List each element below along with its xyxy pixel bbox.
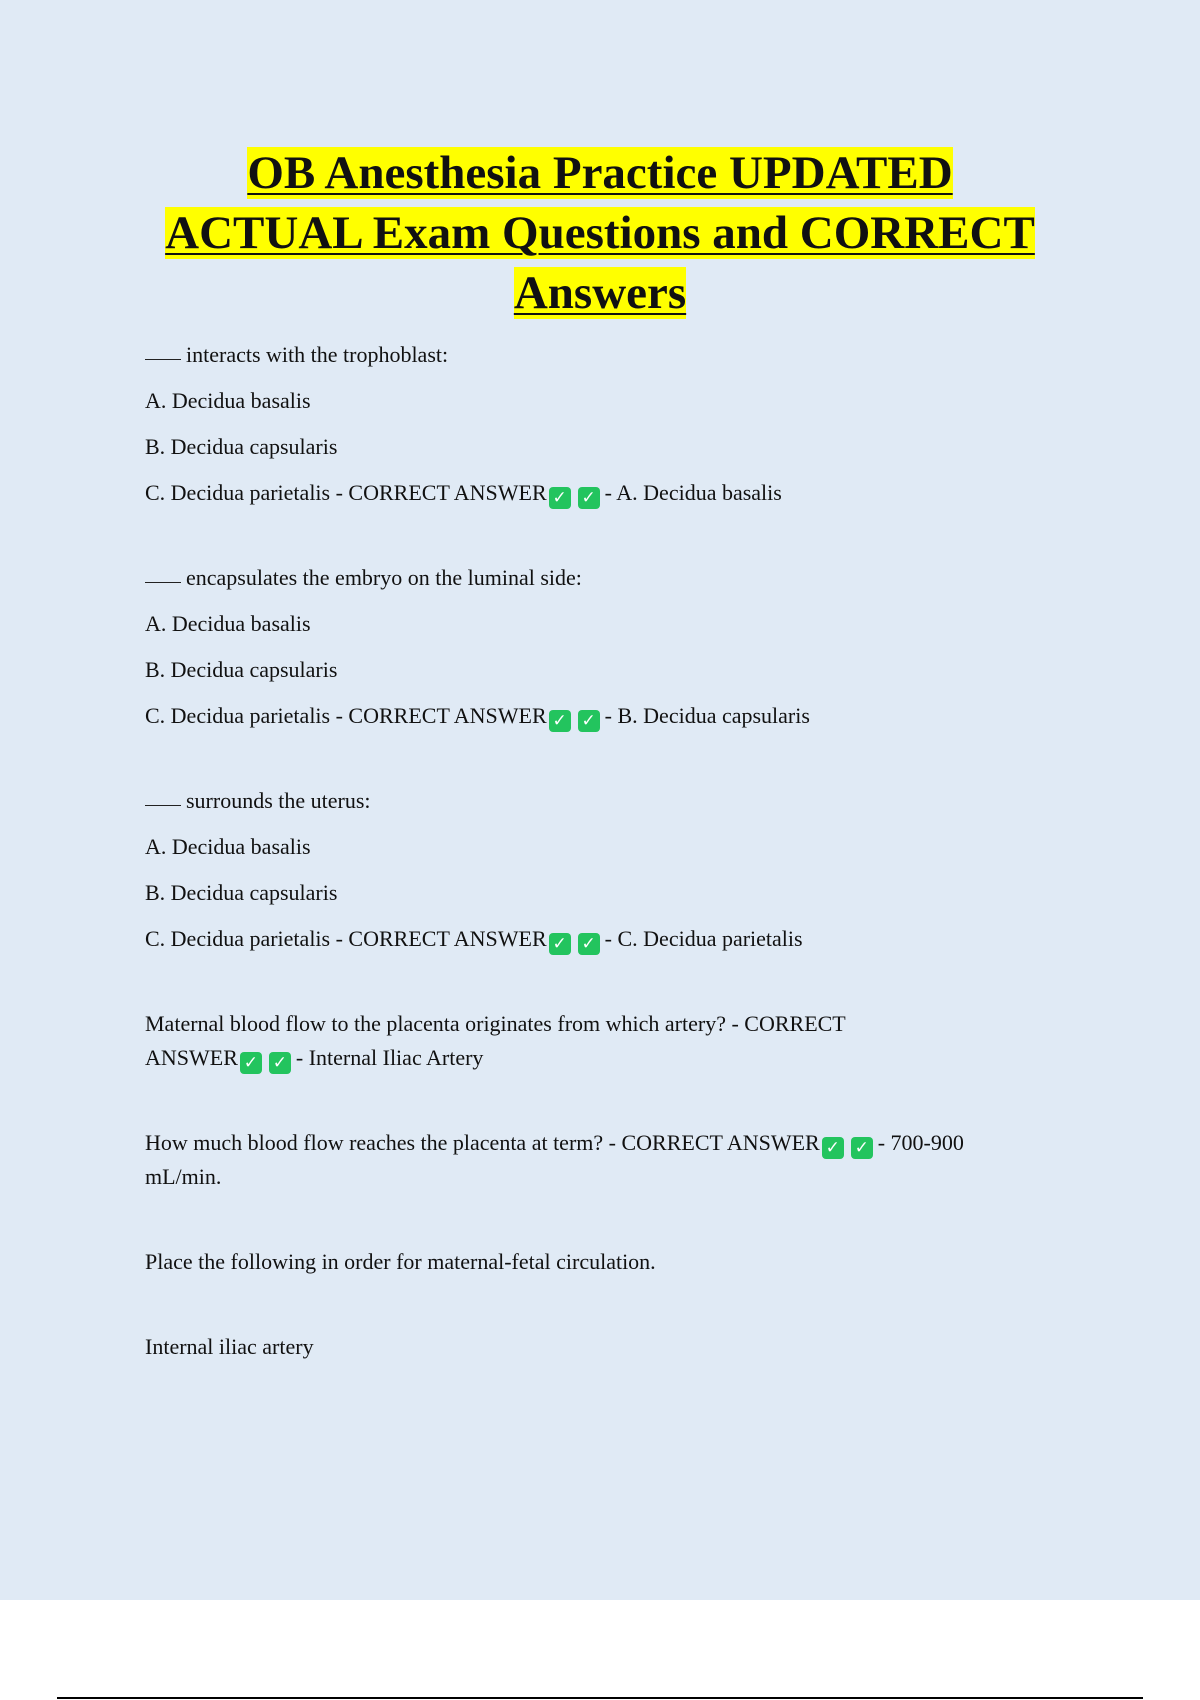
check-mark-icon: ✓ bbox=[578, 710, 600, 732]
fill-in-blank bbox=[145, 359, 181, 360]
answer-line bbox=[145, 699, 1075, 733]
correct-answer: - C. Decidua parietalis bbox=[604, 926, 803, 951]
option-b: B. Decidua capsularis bbox=[145, 434, 338, 459]
check-mark-icon: ✓ bbox=[549, 710, 571, 732]
option-b: B. Decidua capsularis bbox=[145, 880, 338, 905]
option-c-with-marker: C. Decidua parietalis - CORRECT ANSWER bbox=[145, 703, 547, 728]
question-text: Place the following in order for maternal-fetal circulation. bbox=[145, 1249, 656, 1274]
question-stem-text: surrounds the uterus: bbox=[186, 788, 371, 813]
option-b: B. Decidua capsularis bbox=[145, 657, 338, 682]
correct-answer: - 700-900 bbox=[877, 1130, 964, 1155]
question-text: Maternal blood flow to the placenta originates from which artery? - CORRECT bbox=[145, 1011, 846, 1036]
title-line-2: ACTUAL Exam Questions and CORRECT bbox=[165, 207, 1035, 259]
correct-answer: - Internal Iliac Artery bbox=[295, 1045, 484, 1070]
fill-in-blank bbox=[145, 582, 181, 583]
option-a: A. Decidua basalis bbox=[145, 611, 311, 636]
question-stem bbox=[145, 561, 1075, 595]
question-stem-text: interacts with the trophoblast: bbox=[186, 342, 449, 367]
title-line-1: OB Anesthesia Practice UPDATED bbox=[247, 147, 953, 199]
check-mark-icon: ✓ bbox=[578, 933, 600, 955]
answer-line bbox=[145, 476, 1075, 510]
answer-marker: ANSWER bbox=[145, 1045, 238, 1070]
option-a: A. Decidua basalis bbox=[145, 388, 311, 413]
question-block bbox=[145, 561, 1075, 733]
option-c-with-marker: C. Decidua parietalis - CORRECT ANSWER bbox=[145, 926, 547, 951]
answer-line bbox=[145, 1041, 1075, 1075]
question-stem-text: encapsulates the embryo on the luminal side: bbox=[186, 565, 582, 590]
check-mark-icon: ✓ bbox=[549, 933, 571, 955]
fill-in-blank bbox=[145, 805, 181, 806]
document-title bbox=[100, 143, 1100, 323]
question-block bbox=[145, 1007, 1075, 1075]
correct-answer: - B. Decidua capsularis bbox=[604, 703, 810, 728]
order-item: Internal iliac artery bbox=[145, 1334, 314, 1359]
question-stem bbox=[145, 338, 1075, 372]
check-mark-icon: ✓ bbox=[240, 1052, 262, 1074]
question-stem bbox=[145, 784, 1075, 818]
option-a: A. Decidua basalis bbox=[145, 834, 311, 859]
check-mark-icon: ✓ bbox=[822, 1137, 844, 1159]
answer-line bbox=[145, 922, 1075, 956]
answer-continuation: mL/min. bbox=[145, 1164, 222, 1189]
correct-answer: - A. Decidua basalis bbox=[604, 480, 782, 505]
question-block bbox=[145, 338, 1075, 510]
check-mark-icon: ✓ bbox=[851, 1137, 873, 1159]
option-c-with-marker: C. Decidua parietalis - CORRECT ANSWER bbox=[145, 480, 547, 505]
question-text bbox=[145, 1126, 1075, 1160]
question-with-marker: How much blood flow reaches the placenta at term? - CORRECT ANSWER bbox=[145, 1130, 820, 1155]
question-block bbox=[145, 1126, 1075, 1194]
check-mark-icon: ✓ bbox=[549, 487, 571, 509]
document-body bbox=[145, 338, 1075, 1364]
title-line-3: Answers bbox=[513, 267, 687, 319]
footer-divider bbox=[57, 1697, 1143, 1699]
check-mark-icon: ✓ bbox=[269, 1052, 291, 1074]
question-block bbox=[145, 784, 1075, 956]
check-mark-icon: ✓ bbox=[578, 487, 600, 509]
